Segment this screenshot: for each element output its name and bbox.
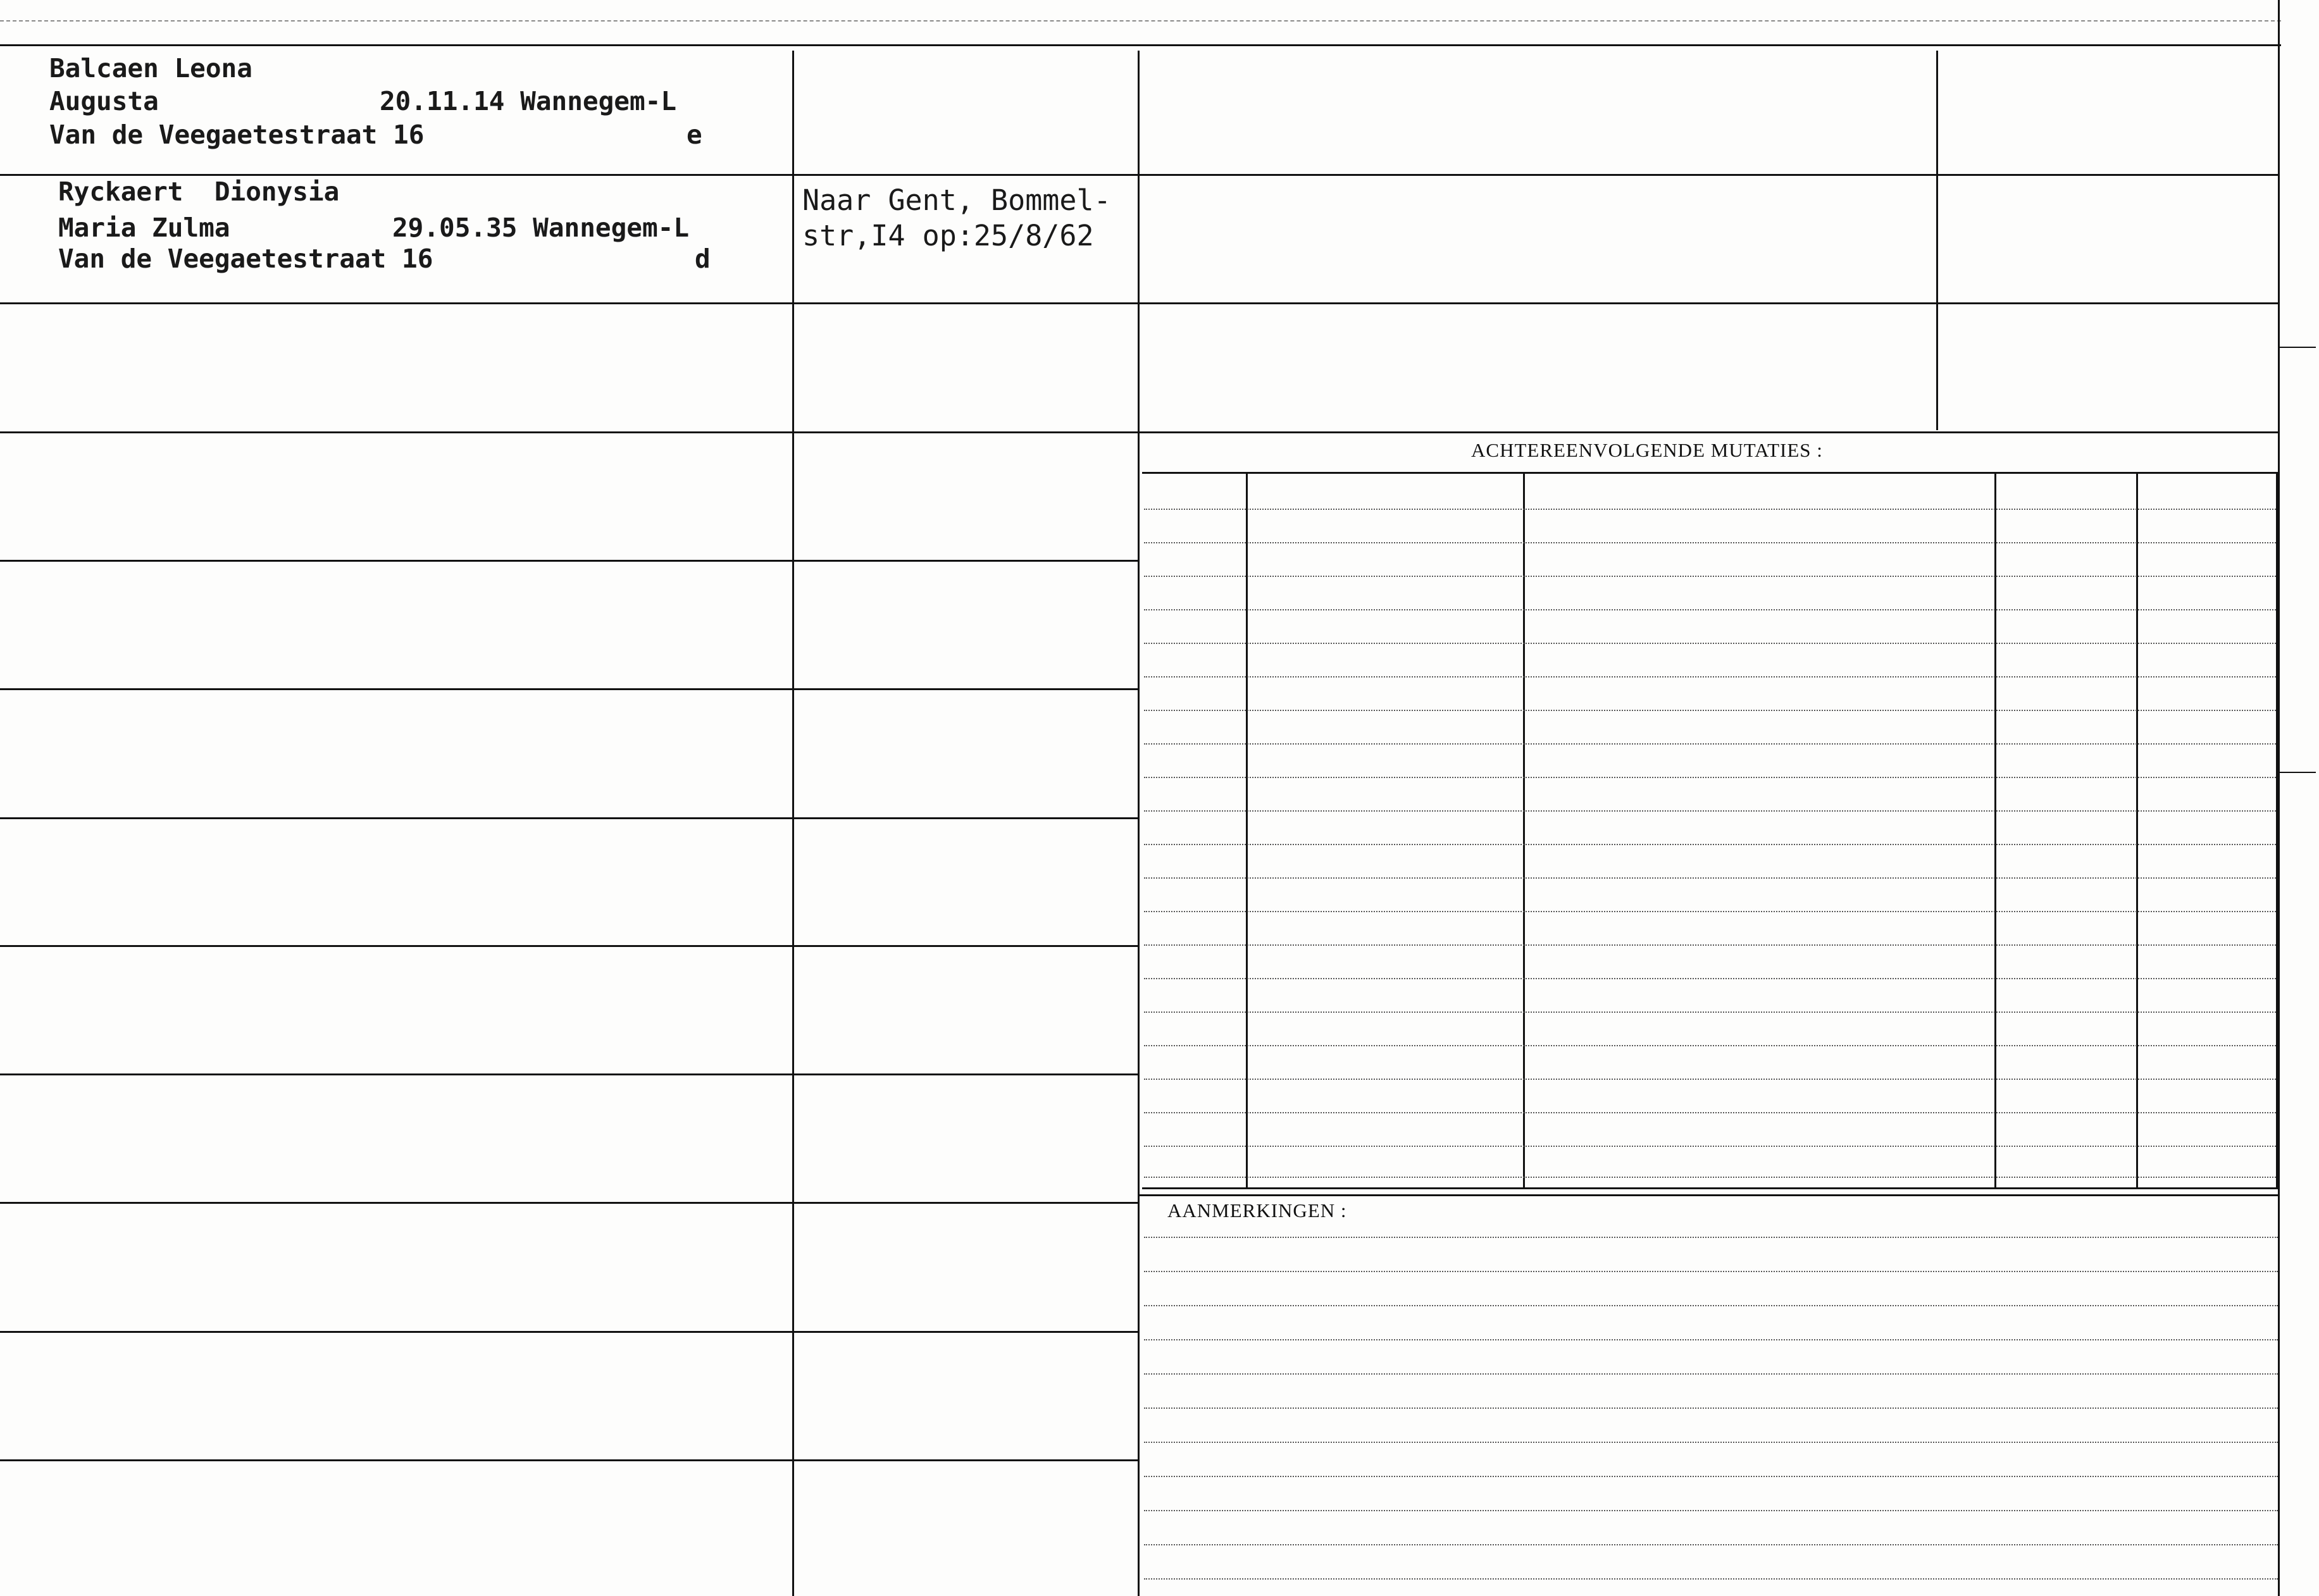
mutations-col-line [1246, 472, 1248, 1187]
remarks-line [1144, 1510, 2278, 1511]
mutations-heading: ACHTEREENVOLGENDE MUTATIES : [1471, 439, 1823, 461]
person-2-note-line-2: str,I4 op:25/8/62 [802, 219, 1094, 252]
top-border [0, 44, 2281, 46]
row-line [0, 1459, 1138, 1461]
margin-stub [2278, 347, 2316, 348]
divider-upper-right [1936, 51, 1938, 430]
remarks-line [1144, 1339, 2278, 1340]
person-1-birth-info: 20.11.14 Wannegem-L [380, 86, 676, 116]
mutations-row-line [1144, 542, 2276, 543]
mutations-row-line [1144, 509, 2276, 510]
divider-person-notes [792, 51, 794, 1596]
mutations-bottom-line [1142, 1187, 2278, 1189]
mutations-row-line [1144, 911, 2276, 912]
row-line [0, 1331, 1138, 1333]
remarks-line [1144, 1305, 2278, 1306]
person-2-surname-line: Ryckaert Dionysia [58, 176, 340, 207]
remarks-line [1144, 1237, 2278, 1238]
row-line [0, 431, 2278, 433]
row-line [0, 1073, 1138, 1075]
person-1-address: Van de Veegaetestraat 16 [49, 120, 425, 150]
row-line [0, 174, 2278, 176]
mutations-row-line [1144, 944, 2276, 946]
row-line [0, 688, 1138, 690]
mutations-col-line [1994, 472, 1996, 1187]
mutations-row-line [1144, 710, 2276, 711]
remarks-line [1144, 1373, 2278, 1375]
mutations-row-line [1144, 1011, 2276, 1013]
person-2-address: Van de Veegaetestraat 16 [58, 244, 433, 274]
person-1-surname-line: Balcaen Leona [49, 53, 252, 84]
remarks-line [1144, 1476, 2278, 1477]
mutations-row-line [1144, 1045, 2276, 1046]
mutations-col-line [1523, 472, 1525, 1187]
mutations-row-line [1144, 643, 2276, 644]
remarks-line [1144, 1271, 2278, 1272]
margin-stub [2278, 772, 2316, 773]
mutations-row-line [1144, 1112, 2276, 1113]
person-2-second-name: Maria Zulma [58, 213, 230, 243]
mutations-row-line [1144, 576, 2276, 577]
remarks-line [1144, 1544, 2278, 1545]
mutations-col-line [2136, 472, 2138, 1187]
person-2-birth-info: 29.05.35 Wannegem-L [392, 213, 689, 243]
right-edge [2278, 0, 2280, 1596]
row-line [0, 945, 1138, 947]
mutations-row-line [1144, 978, 2276, 979]
top-edge-faint [0, 20, 2281, 22]
row-line [0, 302, 2278, 304]
person-2-relation-code: d [695, 244, 711, 274]
remarks-line [1144, 1578, 2278, 1580]
remarks-line [1144, 1407, 2278, 1409]
mutations-row-line [1144, 609, 2276, 610]
mutations-row-line [1144, 1177, 2276, 1178]
mutations-row-line [1144, 676, 2276, 677]
remarks-top-line [1139, 1194, 2278, 1196]
mutations-row-line [1144, 877, 2276, 879]
person-2-note-line-1: Naar Gent, Bommel- [802, 183, 1111, 217]
row-line [0, 560, 1138, 562]
mutations-row-line [1144, 743, 2276, 745]
mutations-row-line [1144, 777, 2276, 778]
mutations-row-line [1144, 1079, 2276, 1080]
row-line [0, 817, 1138, 819]
remarks-heading: AANMERKINGEN : [1167, 1199, 1347, 1222]
mutations-col-line [2276, 472, 2278, 1187]
row-line [0, 1202, 1138, 1204]
person-1-relation-code: e [687, 120, 702, 150]
mutations-row-line [1144, 810, 2276, 812]
mutations-top-line [1142, 472, 2278, 474]
divider-notes-right [1138, 51, 1140, 1596]
mutations-row-line [1144, 1146, 2276, 1147]
person-1-second-name: Augusta [49, 86, 159, 116]
mutations-row-line [1144, 844, 2276, 845]
remarks-line [1144, 1442, 2278, 1443]
